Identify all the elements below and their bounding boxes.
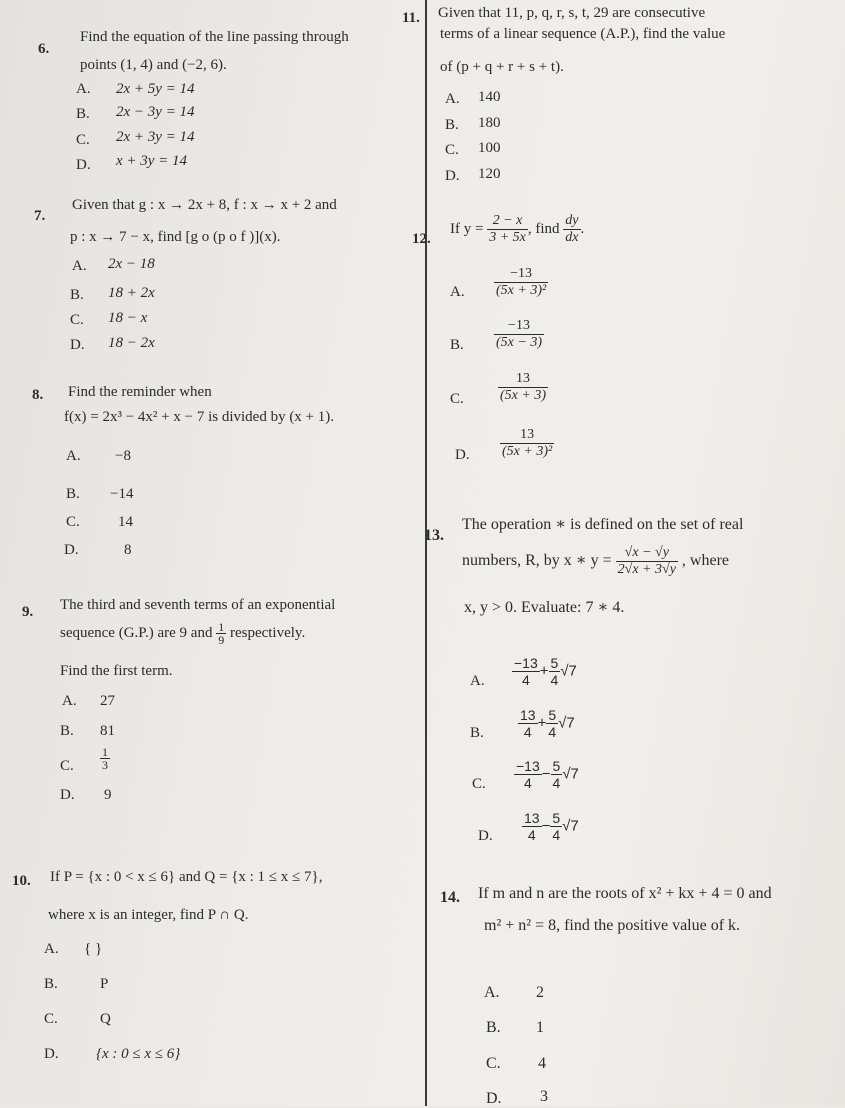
option-letter[interactable]: C. — [76, 132, 90, 148]
option-text[interactable]: 18 − 2x — [108, 335, 155, 351]
option-fraction[interactable]: $\frac{13}{\text{(5x + 3)²}}$ — [502, 427, 553, 459]
option-fraction[interactable]: $\frac{-13}{(5x - 3)}$ — [496, 318, 542, 350]
option-letter[interactable]: D. — [76, 157, 91, 173]
option-letter[interactable]: A. — [44, 941, 59, 957]
option-letter[interactable]: B. — [44, 976, 58, 992]
question-number: 6. — [38, 41, 50, 57]
question-number: 12. — [412, 231, 431, 247]
option-letter[interactable]: A. — [72, 258, 87, 274]
question-number: 11. — [402, 10, 420, 26]
question-stem: terms of a linear sequence (A.P.), find the value — [440, 26, 726, 42]
option-expression[interactable]: $\frac{-13}{4}$ + $\frac{5}{4}$ √7 — [514, 655, 577, 688]
option-letter[interactable]: D. — [478, 828, 493, 844]
inline-fraction: $\frac{2 - x}{3 + 5x}$ — [489, 213, 526, 245]
option-fraction[interactable]: $\frac{13}{(5x + 3)}$ — [500, 371, 546, 403]
option-letter[interactable]: A. — [66, 448, 81, 464]
option-expression[interactable]: $\frac{-13}{4}$ − $\frac{5}{4}$ √7 — [516, 758, 579, 791]
option-text[interactable]: P — [100, 976, 109, 992]
option-text[interactable]: 1 — [536, 1019, 544, 1036]
question-stem: numbers, R, by x ∗ y = $\frac{√x - √y}{2√x + 3√y}$ , where — [462, 545, 730, 577]
option-text[interactable]: { } — [84, 941, 103, 957]
question-stem: Given that 11, p, q, r, s, t, 29 are consecutive — [438, 5, 706, 21]
option-letter[interactable]: B. — [486, 1019, 501, 1036]
option-text[interactable]: 2x − 18 — [108, 256, 155, 272]
option-letter[interactable]: A. — [484, 984, 500, 1001]
question-stem: The third and seventh terms of an exponential — [60, 597, 336, 613]
option-letter[interactable]: B. — [76, 106, 90, 122]
question-number: 7. — [34, 208, 46, 224]
option-letter[interactable]: C. — [445, 142, 459, 158]
question-stem: If P = {x : 0 < x ≤ 6} and Q = {x : 1 ≤ x ≤ 7}, — [50, 869, 323, 885]
option-text[interactable]: 2x + 3y = 14 — [116, 129, 195, 145]
option-letter[interactable]: B. — [60, 723, 74, 739]
option-letter[interactable]: A. — [76, 81, 91, 97]
option-text[interactable]: −14 — [110, 486, 134, 502]
question-stem: Find the first term. — [60, 663, 173, 679]
question-stem: If m and n are the roots of x² + kx + 4 = 0 and — [478, 885, 772, 902]
option-text[interactable]: −8 — [115, 448, 131, 464]
option-text[interactable]: 140 — [478, 89, 501, 105]
option-letter[interactable]: A. — [450, 284, 465, 300]
option-letter[interactable]: D. — [70, 337, 85, 353]
inline-fraction: $\frac{1}{9}$ — [218, 620, 225, 647]
option-text[interactable]: 14 — [118, 514, 133, 530]
option-letter[interactable]: A. — [62, 693, 77, 709]
question-stem: Given that g : x → 2x + 8, f : x → x + 2 and — [72, 197, 337, 213]
option-text[interactable]: 180 — [478, 115, 501, 131]
option-letter[interactable]: B. — [70, 287, 84, 303]
option-letter[interactable]: D. — [445, 168, 460, 184]
option-letter[interactable]: D. — [455, 447, 470, 463]
option-text[interactable]: 2x − 3y = 14 — [116, 104, 195, 120]
option-letter[interactable]: C. — [70, 312, 84, 328]
question-stem: p : x → 7 − x, find [g o (p o f )](x). — [70, 229, 281, 245]
question-number: 8. — [32, 387, 44, 403]
question-stem: m² + n² = 8, find the positive value of k. — [484, 917, 741, 934]
option-text[interactable]: x + 3y = 14 — [116, 153, 188, 169]
option-text[interactable]: 9 — [104, 787, 112, 803]
option-text[interactable]: 18 − x — [108, 310, 148, 326]
question-stem: f(x) = 2x³ − 4x² + x − 7 is divided by (x + 1). — [64, 409, 335, 425]
option-text[interactable]: {x : 0 ≤ x ≤ 6} — [96, 1046, 181, 1062]
option-text[interactable]: 18 + 2x — [108, 285, 155, 301]
column-divider — [425, 0, 427, 1106]
question-stem: If y = $\frac{2 - x}{3 + 5x}$ , find $\frac{dy}{dx}$ . — [450, 213, 585, 245]
option-expression[interactable]: $\frac{13}{4}$ − $\frac{5}{4}$ √7 — [524, 810, 579, 843]
question-number: 9. — [22, 604, 34, 620]
option-text[interactable]: 81 — [100, 723, 115, 739]
option-text[interactable]: 8 — [124, 542, 132, 558]
option-letter[interactable]: C. — [60, 758, 74, 774]
option-letter[interactable]: C. — [472, 776, 486, 792]
option-letter[interactable]: B. — [66, 486, 80, 502]
option-letter[interactable]: B. — [445, 117, 459, 133]
option-text[interactable]: 2 — [536, 984, 544, 1001]
question-stem: Find the reminder when — [68, 384, 212, 400]
question-stem: Find the equation of the line passing through — [80, 29, 349, 45]
option-text[interactable]: Q — [100, 1011, 111, 1027]
option-letter[interactable]: D. — [44, 1046, 59, 1062]
option-letter[interactable]: C. — [486, 1055, 501, 1072]
inline-fraction: $\frac{dy}{dx}$ — [565, 213, 579, 245]
option-text[interactable]: 100 — [478, 140, 501, 156]
option-fraction[interactable]: $\frac{1}{3}$ — [102, 745, 108, 772]
option-fraction[interactable]: $\frac{-13}{\text{(5x + 3)²}}$ — [496, 266, 547, 298]
option-letter[interactable]: D. — [60, 787, 75, 803]
question-number: 13. — [424, 527, 444, 544]
option-letter[interactable]: C. — [450, 391, 464, 407]
option-text[interactable]: 2x + 5y = 14 — [116, 81, 195, 97]
option-letter[interactable]: B. — [470, 725, 484, 741]
question-stem: where x is an integer, find P ∩ Q. — [48, 907, 249, 923]
inline-fraction: $\frac{√x - √y}{2√x + 3√y}$ — [617, 545, 676, 577]
option-letter[interactable]: D. — [64, 542, 79, 558]
option-text[interactable]: 120 — [478, 166, 501, 182]
question-number: 10. — [12, 873, 31, 889]
option-letter[interactable]: C. — [44, 1011, 58, 1027]
option-letter[interactable]: D. — [486, 1090, 502, 1107]
option-letter[interactable]: A. — [445, 91, 460, 107]
option-expression[interactable]: $\frac{13}{4}$ + $\frac{5}{4}$ √7 — [520, 707, 575, 740]
option-letter[interactable]: C. — [66, 514, 80, 530]
question-stem: points (1, 4) and (−2, 6). — [80, 57, 227, 73]
option-text[interactable]: 4 — [538, 1055, 546, 1072]
question-stem: x, y > 0. Evaluate: 7 ∗ 4. — [464, 599, 625, 616]
question-stem: sequence (G.P.) are 9 and $\frac{1}{9}$ respectively. — [60, 620, 306, 647]
question-number: 14. — [440, 889, 460, 906]
option-letter[interactable]: B. — [450, 337, 464, 353]
question-stem: The operation ∗ is defined on the set of real — [462, 516, 744, 533]
option-letter[interactable]: A. — [470, 673, 485, 689]
option-text[interactable]: 27 — [100, 693, 115, 709]
question-stem: of (p + q + r + s + t). — [440, 59, 564, 75]
option-text[interactable]: 3 — [540, 1088, 548, 1105]
